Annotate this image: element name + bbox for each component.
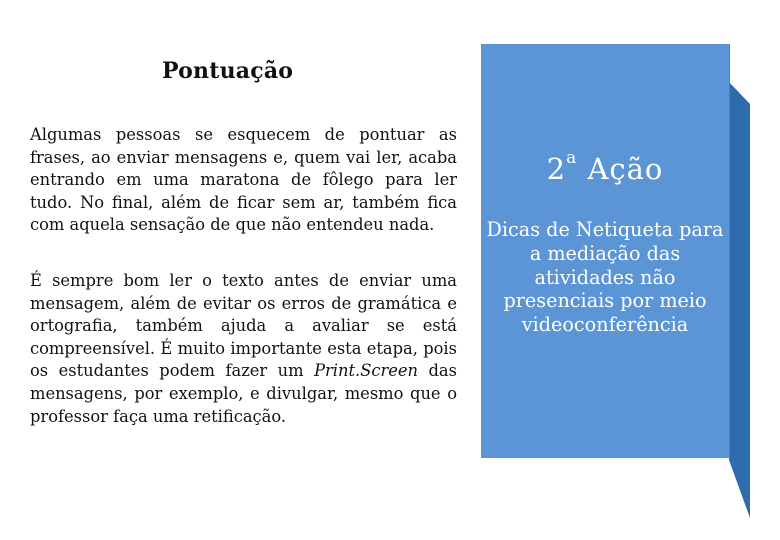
paragraph-review-advice: [30, 270, 457, 428]
banner-subtitle: Dicas de Netiqueta para a mediação das atividades não presenciais por meio videoconferência: [486, 218, 724, 337]
paragraph-review-text-start: É sempre bom ler o texto antes de enviar uma mensagem, além de evitar os erros de gramática e ortografia, também ajuda a avaliar se está compreensível. É muito importante esta etapa, pois os estudantes podem fazer um: [30, 270, 457, 381]
paragraph-review-text-end: das mensagens, por exemplo, e divulgar, mesmo que o professor faça uma retificação.: [30, 361, 457, 426]
print-screen-term: Print.Screen: [314, 361, 419, 381]
action-word: Ação: [587, 152, 664, 186]
paragraph-punctuation-intro: Algumas pessoas se esquecem de pontuar as frases, ao enviar mensagens e, quem vai ler, acaba entrando em uma maratona de fôlego para ler tudo. No final, além de ficar sem ar, também fica com aquela sensação de que não entendeu nada.: [30, 125, 457, 235]
slide-title: Pontuação: [162, 58, 294, 84]
banner-shadow-side: [729, 82, 750, 518]
action-number: 2: [546, 152, 567, 186]
body-text: [30, 124, 457, 428]
banner-heading: [481, 148, 729, 186]
ordinal-indicator: a: [566, 148, 578, 168]
